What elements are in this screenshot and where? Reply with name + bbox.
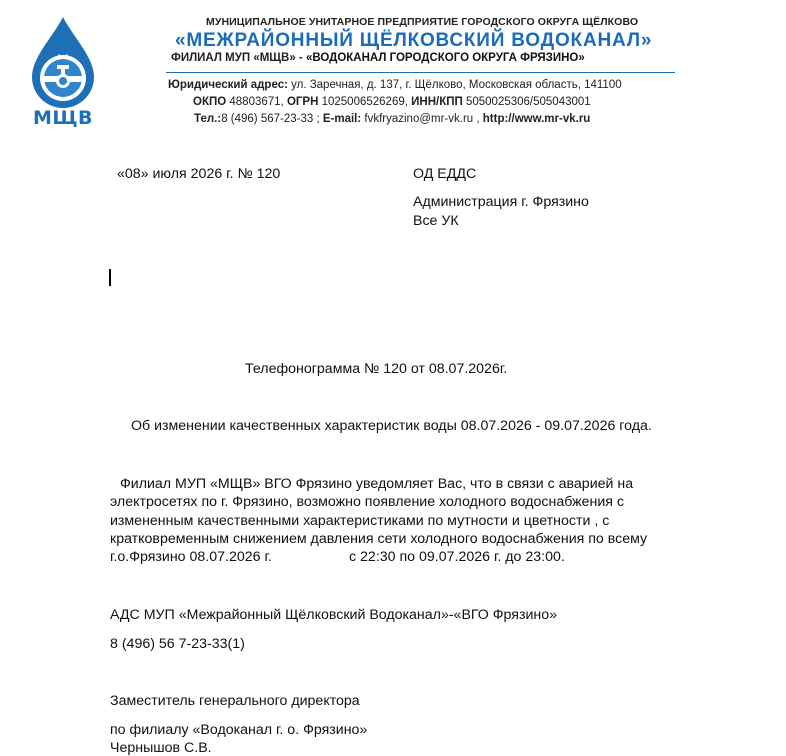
body-line: с 22:30 по 09.07.2026 г. до 23:00. xyxy=(349,549,565,565)
inn-value: 5050025306/505043001 xyxy=(462,96,591,108)
ads-line: АДС МУП «Межрайонный Щёлковский Водоканал»-«ВГО Фрязино» xyxy=(110,607,558,623)
signatory-title: Заместитель генерального директора xyxy=(110,693,360,709)
signatory-branch: по филиалу «Водоканал г. о. Фрязино» xyxy=(110,722,368,738)
org-type: МУНИЦИПАЛЬНОЕ УНИТАРНОЕ ПРЕДПРИЯТИЕ ГОРОДСКОГО ОКРУГА ЩЁЛКОВО xyxy=(206,16,639,28)
body-line: электросетях по г. Фрязино, возможно появление холодного водоснабжения с xyxy=(110,494,625,510)
text-cursor xyxy=(109,269,111,286)
okpo-label: ОКПО xyxy=(193,96,227,108)
org-name: «МЕЖРАЙОННЫЙ ЩЁЛКОВСКИЙ ВОДОКАНАЛ» xyxy=(175,30,653,51)
logo-text: МЩВ xyxy=(32,107,94,129)
body-line: г.о.Фрязино 08.07.2026 г. xyxy=(110,549,272,565)
document-subject: Об изменении качественных характеристик воды 08.07.2026 - 09.07.2026 года. xyxy=(131,418,652,434)
email-label: E-mail: xyxy=(322,113,362,125)
header-divider xyxy=(166,72,675,73)
branch-line xyxy=(171,52,585,64)
ogrn-label: ОГРН xyxy=(286,96,319,108)
address-value: ул. Заречная, д. 137, г. Щёлково, Московская область, 141100 xyxy=(287,79,622,91)
branch-prefix: ФИЛИАЛ МУП «МЩВ» - xyxy=(171,52,306,64)
legal-address xyxy=(168,79,622,91)
tel-label: Тел.: xyxy=(194,113,222,125)
ads-phone: 8 (496) 56 7-23-33(1) xyxy=(110,636,245,652)
date-number: «08» июля 2026 г. № 120 xyxy=(117,166,281,182)
recipient: ОД ЕДДС xyxy=(413,166,477,182)
signatory-name: Чернышов С.В. xyxy=(110,740,212,756)
recipient: Все УК xyxy=(413,213,459,229)
contacts xyxy=(194,113,590,125)
ogrn-value: 1025006526269, xyxy=(318,96,412,108)
okpo-value: 48803671, xyxy=(226,96,287,108)
body-line: Филиал МУП «МЩВ» ВГО Фрязино уведомляет Вас, что в связи с аварией на xyxy=(120,476,634,492)
inn-label: ИНН/КПП xyxy=(411,96,463,108)
email-value: fvkfryazino@mr-vk.ru , xyxy=(361,113,483,125)
document-title: Телефонограмма № 120 от 08.07.2026г. xyxy=(245,361,508,377)
water-drop-icon xyxy=(28,15,98,110)
registration-codes xyxy=(193,96,591,108)
address-label: Юридический адрес: xyxy=(168,79,288,91)
branch-name: «ВОДОКАНАЛ ГОРОДСКОГО ОКРУГА ФРЯЗИНО» xyxy=(305,52,585,64)
tel-value: 8 (496) 567-23-33 ; xyxy=(221,113,323,125)
recipient: Администрация г. Фрязино xyxy=(413,194,589,210)
body-line: кратковременным снижением давления сети холодного водоснабжения по всему xyxy=(110,531,648,547)
website-link[interactable]: http://www.mr-vk.ru xyxy=(482,113,591,125)
company-logo xyxy=(28,15,98,135)
body-line: измененным качественными характеристиками по мутности и цветности , с xyxy=(110,513,610,529)
